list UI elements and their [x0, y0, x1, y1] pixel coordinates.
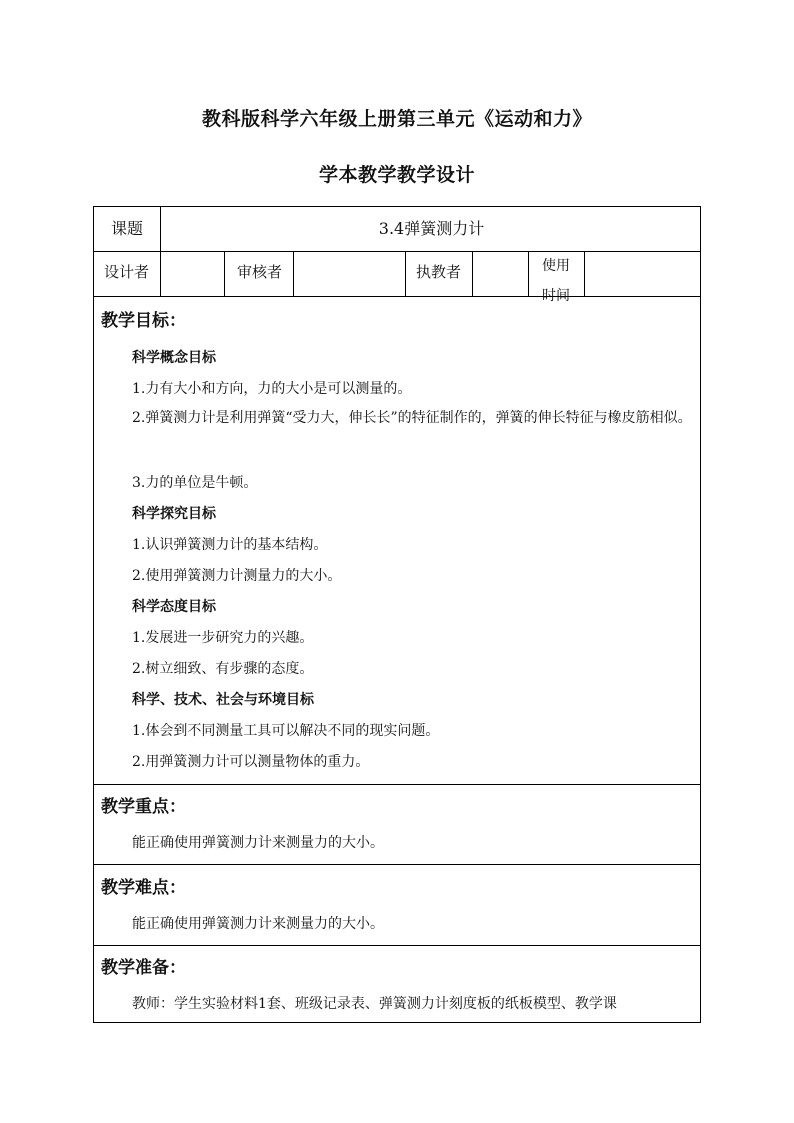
topic-label: 课题: [111, 219, 144, 238]
inquiry-item: 2.使用弹簧测力计测量力的大小。: [132, 568, 342, 584]
stse-item: 1.体会到不同测量工具可以解决不同的现实问题。: [132, 723, 440, 739]
inquiry-objectives-heading: 科学探究目标: [132, 506, 216, 522]
difficulty-heading: 教学难点：: [101, 878, 186, 898]
row-divider: [94, 864, 700, 865]
reviewer-label: 审核者: [237, 263, 283, 281]
time-label-line1: 使用: [542, 258, 570, 274]
concept-item: 3.力的单位是牛顿。: [132, 475, 258, 491]
difficulty-text: 能正确使用弹簧测力计来测量力的大小。: [132, 916, 384, 932]
row-divider: [94, 784, 700, 785]
stse-objectives-heading: 科学、技术、社会与环境目标: [132, 692, 314, 708]
attitude-item: 2.树立细致、有步骤的态度。: [132, 661, 314, 677]
topic-value: 3.4弹簧测力计: [378, 219, 485, 238]
document-title: 教科版科学六年级上册第三单元《运动和力》: [201, 108, 592, 130]
key-point-text: 能正确使用弹簧测力计来测量力的大小。: [132, 835, 384, 851]
column-divider: [584, 251, 585, 296]
attitude-item: 1.发展进一步研究力的兴趣。: [132, 630, 314, 646]
stse-item: 2.用弹簧测力计可以测量物体的重力。: [132, 754, 370, 770]
column-divider: [224, 251, 225, 296]
designer-label: 设计者: [104, 263, 150, 281]
teacher-label: 执教者: [416, 263, 462, 281]
preparation-text: 教师：学生实验材料1套、班级记录表、弹簧测力计刻度板的纸板模型、教学课: [132, 996, 617, 1012]
time-label-line2: 时间: [542, 288, 570, 304]
document-subtitle: 学本教学教学设计: [318, 164, 475, 186]
lesson-plan-table: [93, 206, 701, 1023]
column-divider: [528, 251, 529, 296]
row-divider: [94, 251, 700, 252]
key-point-heading: 教学重点：: [101, 797, 186, 817]
preparation-heading: 教学准备：: [101, 958, 186, 978]
column-divider: [472, 251, 473, 296]
concept-item: 1.力有大小和方向，力的大小是可以测量的。: [132, 381, 412, 397]
attitude-objectives-heading: 科学态度目标: [132, 599, 216, 615]
row-divider: [94, 296, 700, 297]
row-divider: [94, 945, 700, 946]
inquiry-item: 1.认识弹簧测力计的基本结构。: [132, 537, 328, 553]
column-divider: [293, 251, 294, 296]
column-divider: [405, 251, 406, 296]
concept-objectives-heading: 科学概念目标: [132, 350, 216, 366]
objectives-heading: 教学目标：: [101, 311, 186, 331]
concept-item: 2.弹簧测力计是利用弹簧“受力大，伸长长”的特征制作的，弹簧的伸长特征与橡皮筋相似。: [132, 410, 692, 426]
